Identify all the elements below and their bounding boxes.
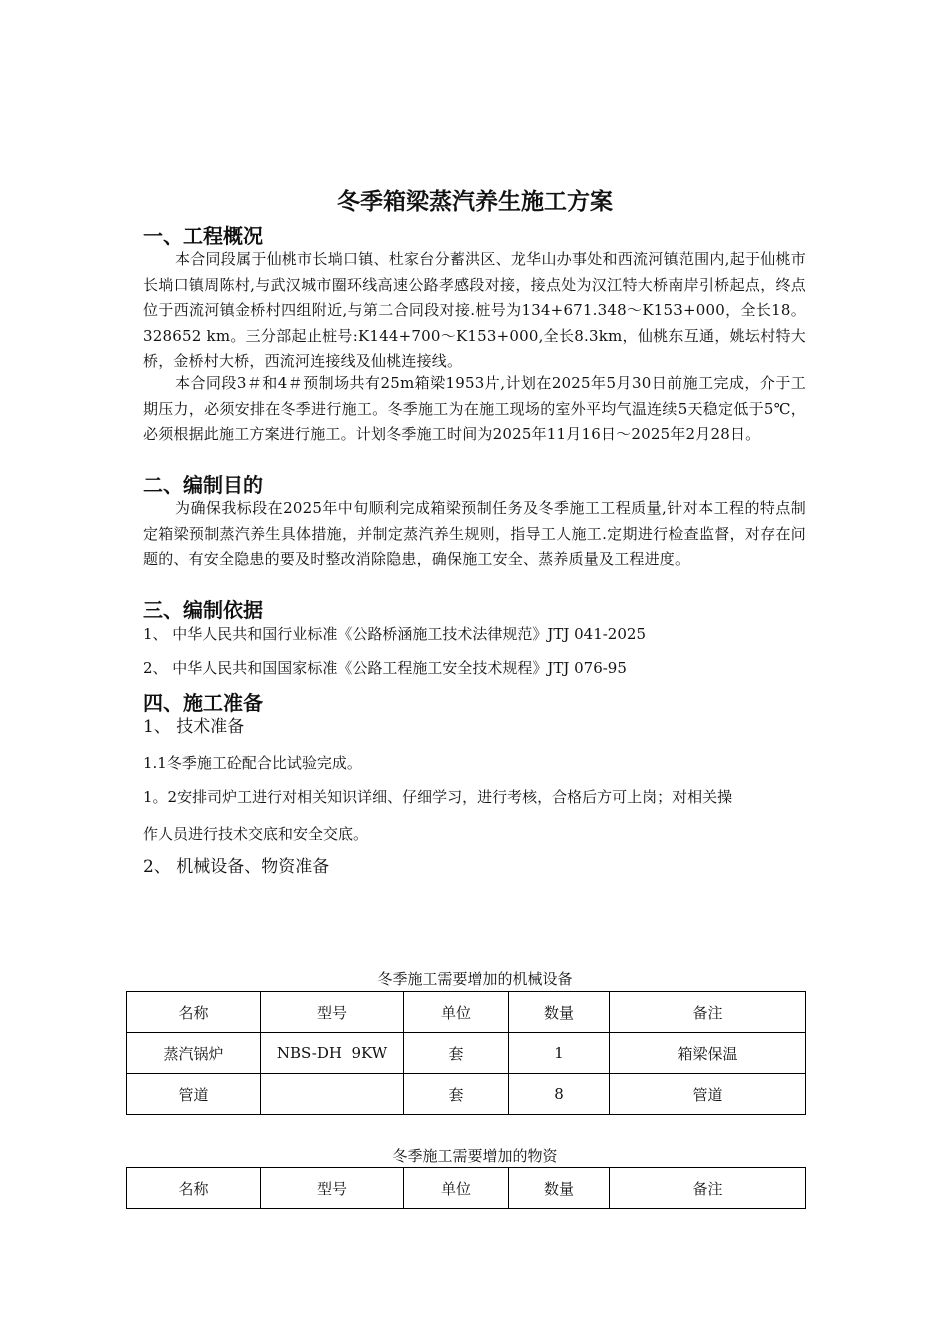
header-cell-quantity: 数量 bbox=[509, 1168, 610, 1209]
prep-item-1-1: 1.1冬季施工砼配合比试验完成。 bbox=[143, 754, 362, 772]
prep-item-1-2-continued: 作人员进行技术交底和安全交底。 bbox=[143, 825, 369, 843]
header-cell-remark: 备注 bbox=[610, 992, 806, 1033]
header-cell-name: 名称 bbox=[127, 992, 261, 1033]
table-cell: 蒸汽锅炉 bbox=[127, 1033, 261, 1074]
table-cell: 管道 bbox=[127, 1074, 261, 1115]
table-cell: NBS-DH 9KW bbox=[261, 1033, 404, 1074]
document-title: 冬季箱梁蒸汽养生施工方案 bbox=[337, 189, 613, 215]
table-cell: 8 bbox=[509, 1074, 610, 1115]
paragraph-overview-1: 本合同段属于仙桃市长埫口镇、杜家台分蓄洪区、龙华山办事处和西流河镇范围内,起于仙桃市长埫口镇周陈村,与武汉城市圈环线高速公路孝感段对接，接点处为汉江特大桥南岸引桥起点，终点位于西流河镇金桥村四组附近,与第二合同段对接.桩号为134+671.348～K153+000，全长18。328652 km。三分部起止桩号:K144+700～K153+000,全长8.3km，仙桃东互通，姚坛村特大桥，金桥村大桥，西流河连接线及仙桃连接线。 bbox=[143, 250, 806, 371]
header-cell-remark: 备注 bbox=[610, 1168, 806, 1209]
materials-table bbox=[126, 1167, 806, 1209]
table-cell: 管道 bbox=[610, 1074, 806, 1115]
section-heading-overview: 一、工程概况 bbox=[143, 224, 263, 248]
table-row bbox=[127, 1074, 806, 1115]
table-cell: 套 bbox=[404, 1074, 509, 1115]
table-cell: 箱梁保温 bbox=[610, 1033, 806, 1074]
header-cell-unit: 单位 bbox=[404, 992, 509, 1033]
equipment-table bbox=[126, 991, 806, 1115]
header-cell-model: 型号 bbox=[261, 1168, 404, 1209]
table-caption-equipment: 冬季施工需要增加的机械设备 bbox=[377, 970, 573, 988]
table-cell: 1 bbox=[509, 1033, 610, 1074]
subheading-technical-preparation: 1、 技术准备 bbox=[143, 717, 245, 737]
table-cell: 套 bbox=[404, 1033, 509, 1074]
paragraph-purpose: 为确保我标段在2025年中旬顺利完成箱梁预制任务及冬季施工工程质量,针对本工程的特点制定箱梁预制蒸汽养生具体措施，并制定蒸汽养生规则，指导工人施工.定期进行检查监督，对存在问题的、有安全隐患的要及时整改消除隐患，确保施工安全、蒸养质量及工程进度。 bbox=[143, 499, 806, 569]
paragraph-overview-2: 本合同段3＃和4＃预制场共有25m箱梁1953片,计划在2025年5月30日前施工完成，介于工期压力，必须安排在冬季进行施工。冬季施工为在施工现场的室外平均气温连续5天稳定低于5℃，必须根据此施工方案进行施工。计划冬季施工时间为2025年11月16日～2025年2月28日。 bbox=[143, 374, 806, 444]
table-header-row bbox=[127, 992, 806, 1033]
section-heading-basis: 三、编制依据 bbox=[143, 598, 263, 622]
table-cell bbox=[261, 1074, 404, 1115]
table-header-row bbox=[127, 1168, 806, 1209]
header-cell-quantity: 数量 bbox=[509, 992, 610, 1033]
subheading-equipment-materials: 2、 机械设备、物资准备 bbox=[143, 857, 330, 877]
prep-item-1-2: 1。2安排司炉工进行对相关知识详细、仔细学习，进行考核，合格后方可上岗；对相关操 bbox=[143, 788, 733, 806]
section-heading-preparation: 四、施工准备 bbox=[143, 691, 263, 715]
header-cell-name: 名称 bbox=[127, 1168, 261, 1209]
basis-item-1: 1、 中华人民共和国行业标准《公路桥涵施工技术法律规范》JTJ 041-2025 bbox=[143, 625, 646, 643]
header-cell-unit: 单位 bbox=[404, 1168, 509, 1209]
section-heading-purpose: 二、编制目的 bbox=[143, 473, 263, 497]
header-cell-model: 型号 bbox=[261, 992, 404, 1033]
basis-item-2: 2、 中华人民共和国国家标准《公路工程施工安全技术规程》JTJ 076-95 bbox=[143, 659, 627, 677]
table-caption-materials: 冬季施工需要增加的物资 bbox=[392, 1147, 558, 1165]
table-row bbox=[127, 1033, 806, 1074]
